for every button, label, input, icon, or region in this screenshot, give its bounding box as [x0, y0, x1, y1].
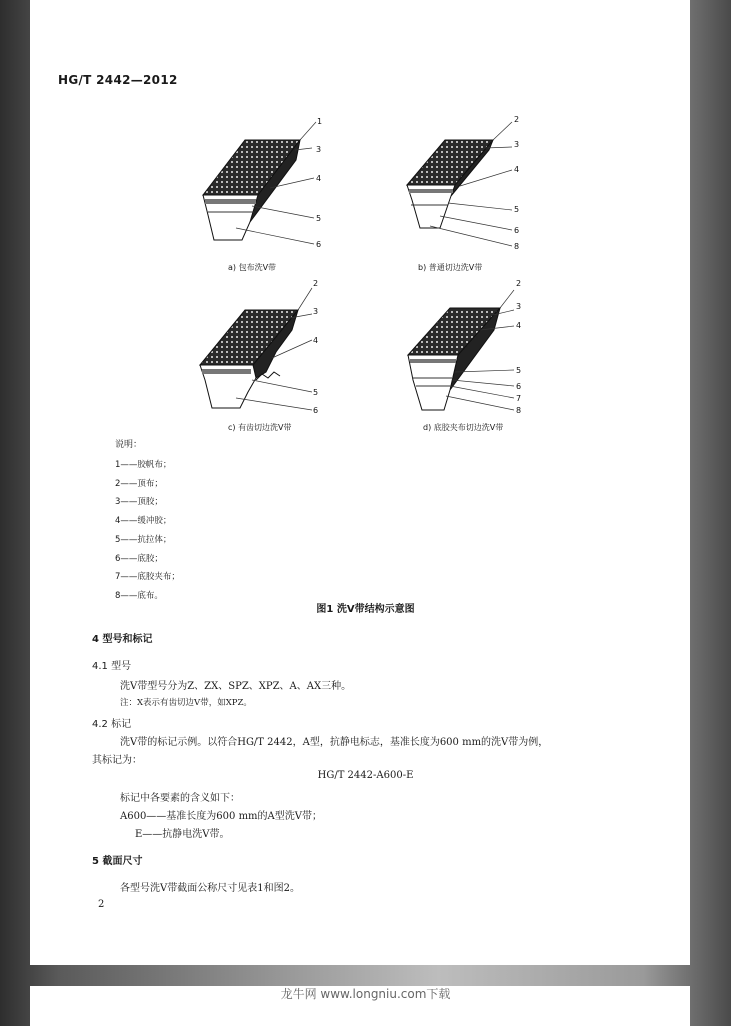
figure-c-caption: c) 有齿切边洗V带	[228, 423, 292, 432]
page-number: 2	[98, 899, 105, 910]
legend-item: 7——底胶夹布；	[115, 572, 180, 583]
fig-a-label-4: 4	[316, 174, 322, 183]
fig-d-label-3: 3	[516, 302, 522, 311]
section-4-2-heading: 4.2 标记	[92, 719, 132, 730]
fig-b-label-5: 5	[514, 205, 520, 214]
section-4-1-note: 注：X表示有齿切边V带，如XPZ。	[120, 698, 252, 708]
fig-d-label-4: 4	[516, 321, 522, 330]
figure-b-caption: b) 普通切边洗V带	[418, 263, 483, 272]
fig-a-label-6: 6	[316, 240, 322, 249]
fig-c-label-2: 2	[313, 279, 319, 288]
legend-list	[115, 456, 180, 606]
figure-b-belt	[407, 122, 512, 246]
legend-item: 5——抗拉体；	[115, 534, 172, 545]
section-5-text: 各型号洗V带截面公称尺寸见表1和图2。	[120, 883, 300, 894]
legend-item: 2——顶布；	[115, 478, 163, 489]
fig-d-label-2: 2	[516, 279, 522, 288]
figure-a-belt	[203, 122, 316, 244]
legend-item: 1——胶帆布；	[115, 460, 172, 470]
figure-c-belt	[200, 288, 312, 410]
fig-b-label-2: 2	[514, 115, 520, 124]
figure-d-belt	[408, 290, 514, 410]
standard-header: HG/T 2442—2012	[58, 73, 178, 87]
legend-item: 8——底布。	[115, 590, 163, 601]
fig-c-label-5: 5	[313, 388, 319, 397]
section-4-2-text-line2: 其标记为：	[92, 755, 142, 766]
marking-example: HG/T 2442-A600-E	[317, 770, 414, 781]
marking-meaning-2: E——抗静电洗V带。	[135, 829, 230, 840]
fig-d-label-5: 5	[516, 366, 522, 375]
fig-a-label-3: 3	[316, 145, 322, 154]
section-5-heading: 5 截面尺寸	[92, 856, 143, 867]
fig-b-label-6: 6	[514, 226, 520, 235]
fig-b-label-4: 4	[514, 165, 520, 174]
fig-d-label-6: 6	[516, 382, 522, 391]
section-4-2-text-line1: 洗V带的标记示例。以符合HG/T 2442，A型，抗静电标志，基准长度为600 mm的洗V带为例，	[120, 737, 549, 748]
fig-c-label-4: 4	[313, 336, 319, 345]
figure-title: 图1 洗V带结构示意图	[316, 604, 415, 615]
fig-a-label-1: 1	[317, 117, 323, 126]
marking-meaning-1: A600——基准长度为600 mm的A型洗V带；	[120, 811, 322, 822]
section-4-1-heading: 4.1 型号	[92, 661, 132, 672]
legend-item: 6——底胶；	[115, 553, 163, 564]
legend-title: 说明：	[115, 440, 143, 450]
fig-b-label-8: 8	[514, 242, 520, 251]
figure-a-caption: a) 包布洗V带	[228, 263, 277, 272]
fig-c-label-6: 6	[313, 406, 319, 415]
watermark: 龙牛网 www.longniu.com下载	[280, 987, 451, 1001]
fig-c-label-3: 3	[313, 307, 319, 316]
fig-d-label-8: 8	[516, 406, 522, 415]
section-4-heading: 4 型号和标记	[92, 634, 153, 645]
fig-d-label-7: 7	[516, 394, 522, 403]
marking-meaning-intro: 标记中各要素的含义如下：	[120, 793, 240, 804]
legend-item: 3——顶胶；	[115, 497, 163, 508]
fig-a-label-5: 5	[316, 214, 322, 223]
fig-b-label-3: 3	[514, 140, 520, 149]
legend-item: 4——缓冲胶；	[115, 516, 172, 527]
figure-d-caption: d) 底胶夹布切边洗V带	[423, 423, 504, 432]
section-4-1-text: 洗V带型号分为Z、ZX、SPZ、XPZ、A、AX三种。	[120, 681, 352, 692]
